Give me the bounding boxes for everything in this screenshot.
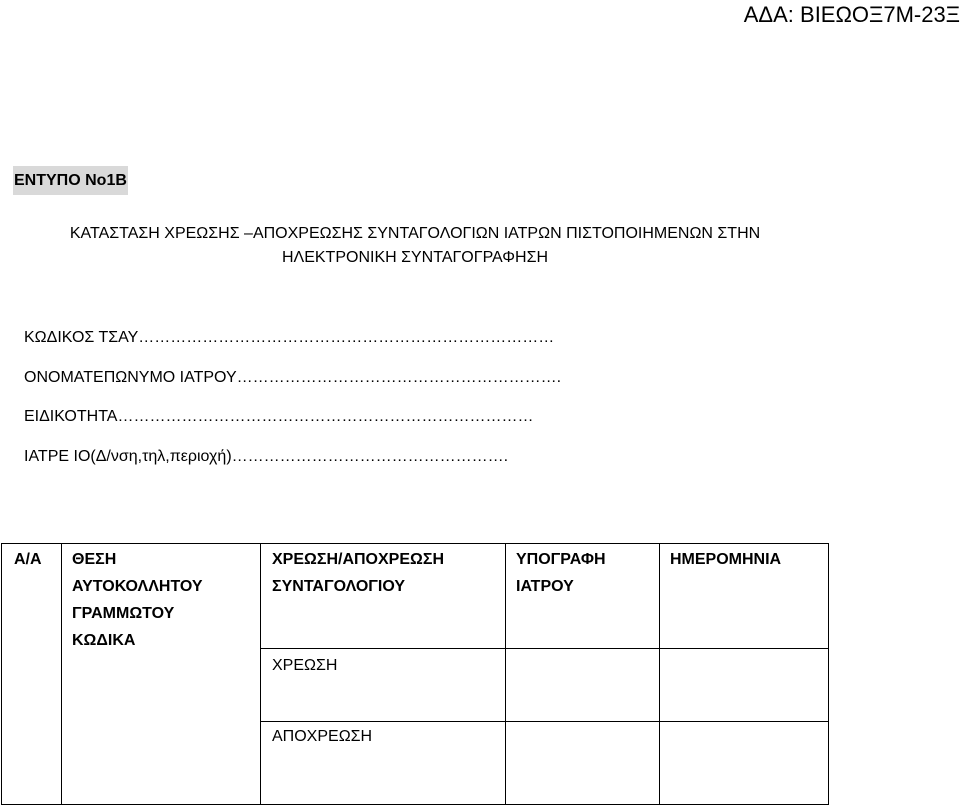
- table-col-divider: [61, 544, 62, 804]
- table-col-divider: [260, 544, 261, 804]
- heading-line-2: ΗΛΕΚΤΡΟΝΙΚΗ ΣΥΝΤΑΓΟΓΡΑΦΗΣΗ: [281, 249, 549, 266]
- header-aa: Α/Α: [14, 551, 42, 568]
- header-position: [72, 546, 203, 654]
- header-charge-discharge-line: ΣΥΝΤΑΓΟΛΟΓΙΟΥ: [272, 578, 406, 595]
- header-signature-line: ΥΠΟΓΡΑΦΗ: [516, 551, 606, 568]
- clinic-info-field[interactable]: ΙΑΤΡΕ ΙΟ(Δ/νση,τηλ,περιοχή)…………………………………………….: [24, 448, 509, 465]
- charge-label: ΧΡΕΩΣΗ: [272, 657, 338, 674]
- discharge-label: ΑΠΟΧΡΕΩΣΗ: [272, 728, 373, 745]
- charge-discharge-table: [1, 543, 829, 805]
- specialty-field[interactable]: ΕΙΔΙΚΟΤΗΤΑ……………………………………………………………………: [24, 408, 534, 425]
- header-position-line: ΑΥΤΟΚΟΛΛΗΤΟΥ: [72, 578, 203, 595]
- table-col-divider: [505, 544, 506, 804]
- header-signature-line: ΙΑΤΡΟΥ: [516, 578, 574, 595]
- header-charge-discharge-line: ΧΡΕΩΣΗ/ΑΠΟΧΡΕΩΣΗ: [272, 551, 444, 568]
- ada-code: ΑΔΑ: ΒΙΕΩΟΞ7Μ-23Ξ: [743, 2, 960, 27]
- header-charge-discharge: [272, 546, 444, 600]
- table-col-divider: [659, 544, 660, 804]
- form-code: ΕΝΤΥΠΟ Νο1Β: [13, 166, 128, 195]
- header-position-line: ΘΕΣΗ: [72, 551, 117, 568]
- header-position-line: ΓΡΑΜΜΩΤΟΥ: [72, 605, 175, 622]
- table-row-divider: [260, 721, 829, 722]
- document-heading: [0, 222, 830, 270]
- header-signature: [516, 546, 606, 600]
- table-row-divider: [260, 648, 829, 649]
- heading-line-1: ΚΑΤΑΣΤΑΣΗ ΧΡΕΩΣΗΣ –ΑΠΟΧΡΕΩΣΗΣ ΣΥΝΤΑΓΟΛΟΓΙΩΝ ΙΑΤΡΩΝ ΠΙΣΤΟΠΟΙΗΜΕΝΩΝ ΣΤΗΝ: [69, 225, 761, 242]
- header-position-line: ΚΩΔΙΚΑ: [72, 632, 136, 649]
- doctor-name-field[interactable]: ΟΝΟΜΑΤΕΠΩΝΥΜΟ ΙΑΤΡΟΥ…………………………………………………….: [24, 369, 562, 386]
- tsay-code-field[interactable]: ΚΩΔΙΚΟΣ ΤΣΑΥ……………………………………………………………………: [24, 329, 555, 346]
- header-date: ΗΜΕΡΟΜΗΝΙΑ: [670, 551, 782, 568]
